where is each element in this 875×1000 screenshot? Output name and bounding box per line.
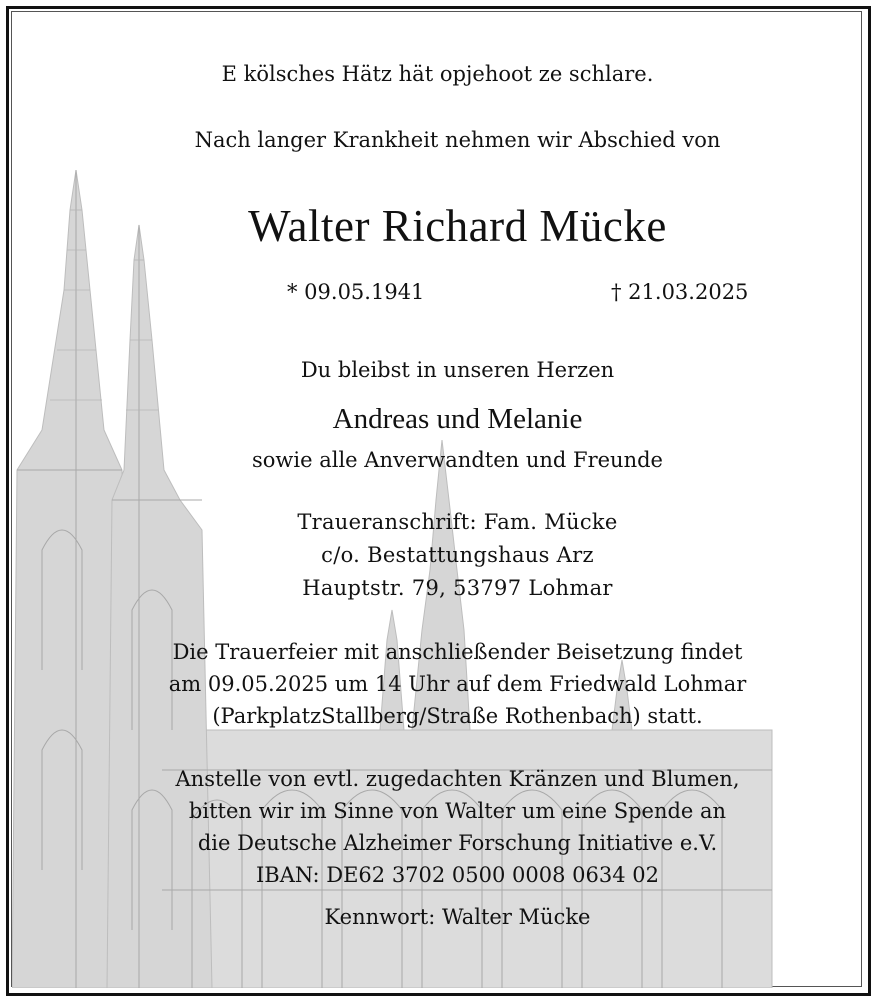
deceased-name: Walter Richard Mücke (248, 201, 667, 251)
mourners-names: Andreas und Melanie (332, 403, 583, 435)
donation-line: Anstelle von evtl. zugedachten Kränzen und Blumen, (175, 767, 740, 791)
address-line: Traueranschrift: Fam. Mücke (297, 510, 618, 534)
relatives-line: sowie alle Anverwandten und Freunde (252, 448, 663, 472)
remembrance-line: Du bleibst in unseren Herzen (300, 358, 615, 382)
address-line: Hauptstr. 79, 53797 Lohmar (302, 576, 613, 600)
motto-line: E kölsches Hätz hät opjehoot ze schlare. (221, 62, 654, 86)
address-line: c/o. Bestattungshaus Arz (321, 543, 594, 567)
ceremony-line: Die Trauerfeier mit anschließender Beisetzung findet (172, 640, 743, 664)
donation-line: bitten wir im Sinne von Walter um eine Spende an (188, 799, 727, 823)
ceremony-line: am 09.05.2025 um 14 Uhr auf dem Friedwald Lohmar (168, 672, 747, 696)
birth-date: * 09.05.1941 (287, 280, 425, 304)
donation-line: die Deutsche Alzheimer Forschung Initiative e.V. (197, 831, 718, 855)
death-date: † 21.03.2025 (611, 280, 749, 304)
iban-line: IBAN: DE62 3702 0500 0008 0634 02 (255, 863, 660, 887)
intro-line: Nach langer Krankheit nehmen wir Abschied von (194, 128, 721, 152)
ceremony-line: (ParkplatzStallberg/Straße Rothenbach) statt. (212, 704, 703, 728)
keyword-line: Kennwort: Walter Mücke (324, 905, 591, 929)
